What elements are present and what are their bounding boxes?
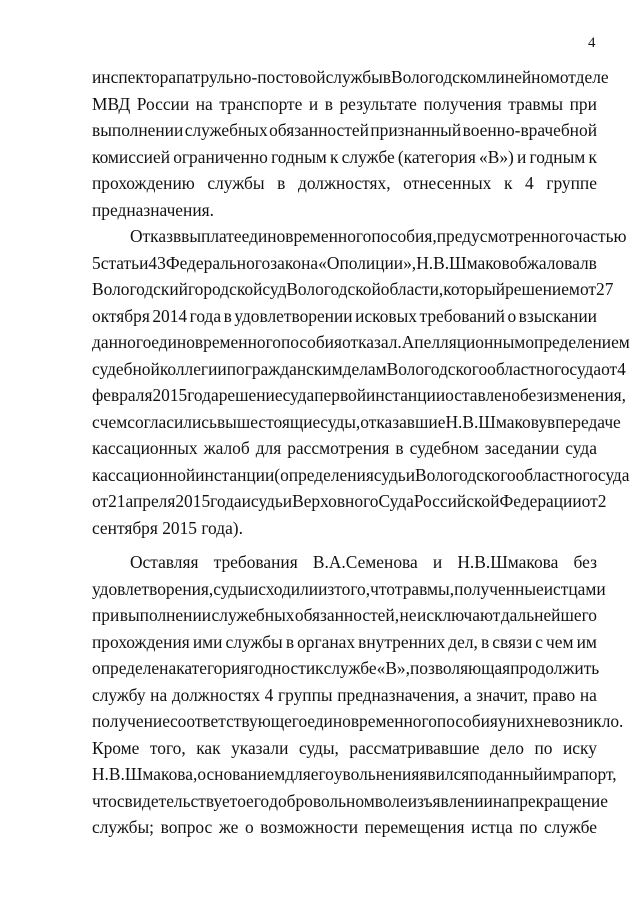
text-line: данного единовременного пособия отказал. Апелляционным определением — [92, 332, 630, 353]
text-line: февраля 2015 года решение суда первой инстанции оставлено без изменения, — [92, 385, 626, 406]
text-line: предназначения. — [92, 199, 214, 220]
text-line: сентября 2015 года). — [92, 517, 243, 538]
text-line: Оставляя требования В.А.Семенова и Н.В.Шмакова без — [130, 552, 597, 573]
text-line: выполнении служебных обязанностей признанный военно-врачебной — [92, 120, 597, 141]
text-line: определена категория годности к службе «В», позволяющая продолжить — [92, 658, 600, 679]
text-line: что свидетельствует о его добровольном волеизъявлении на прекращение — [92, 790, 608, 811]
text-line: Отказ в выплате единовременного пособия, предусмотренного частью — [130, 226, 627, 247]
text-line: комиссией ограниченно годным к службе (категория «В») и годным к — [92, 146, 597, 167]
text-line: Н.В.Шмакова, основанием для его увольнения явился поданный им рапорт, — [92, 764, 617, 785]
text-line: удовлетворения, суды исходили из того, что травмы, полученные истцами — [92, 578, 606, 599]
paragraph — [92, 64, 609, 223]
text-line: судебной коллегии по гражданским делам Вологодского областного суда от 4 — [92, 358, 626, 379]
paragraph-gap — [92, 541, 597, 549]
text-line: МВД России на транспорте и в результате получения травмы при — [92, 93, 597, 114]
text-line: прохождения ими службы в органах внутренних дел, в связи с чем им — [92, 631, 597, 652]
text-line: при выполнении служебных обязанностей, не исключают дальнейшего — [92, 605, 597, 626]
document-body — [92, 64, 630, 841]
text-line: службы; вопрос же о возможности перемещения истца по службе — [92, 817, 597, 838]
text-line: получение соответствующего единовременного пособия у них не возникло. — [92, 711, 624, 732]
paragraph — [92, 549, 624, 841]
text-line: с чем согласились вышестоящие суды, отказавшие Н.В.Шмакову в передаче — [92, 411, 621, 432]
page-number: 4 — [588, 35, 596, 51]
text-line: прохождению службы в должностях, отнесенных к 4 группе — [92, 173, 597, 194]
text-line: от 21 апреля 2015 года и судьи Верховного Суда Российской Федерации от 2 — [92, 491, 607, 512]
text-line: Кроме того, как указали суды, рассматривавшие дело по иску — [92, 737, 597, 758]
text-line: службу на должностях 4 группы предназначения, а значит, право на — [92, 684, 597, 705]
paragraph — [92, 223, 630, 541]
text-line: Вологодский городской суд Вологодской области, который решением от 27 — [92, 279, 614, 300]
text-line: инспектора патрульно-постовой службы в Вологодском линейном отделе — [92, 67, 609, 87]
text-line: октября 2014 года в удовлетворении исковых требований о взыскании — [92, 305, 597, 326]
text-line: кассационных жалоб для рассмотрения в судебном заседании суда — [92, 438, 597, 459]
text-line: кассационной инстанции (определения судьи Вологодского областного суда — [92, 464, 630, 485]
text-line: 5 статьи 43 Федерального закона «О полиции», Н.В.Шмаков обжаловал в — [92, 252, 597, 273]
